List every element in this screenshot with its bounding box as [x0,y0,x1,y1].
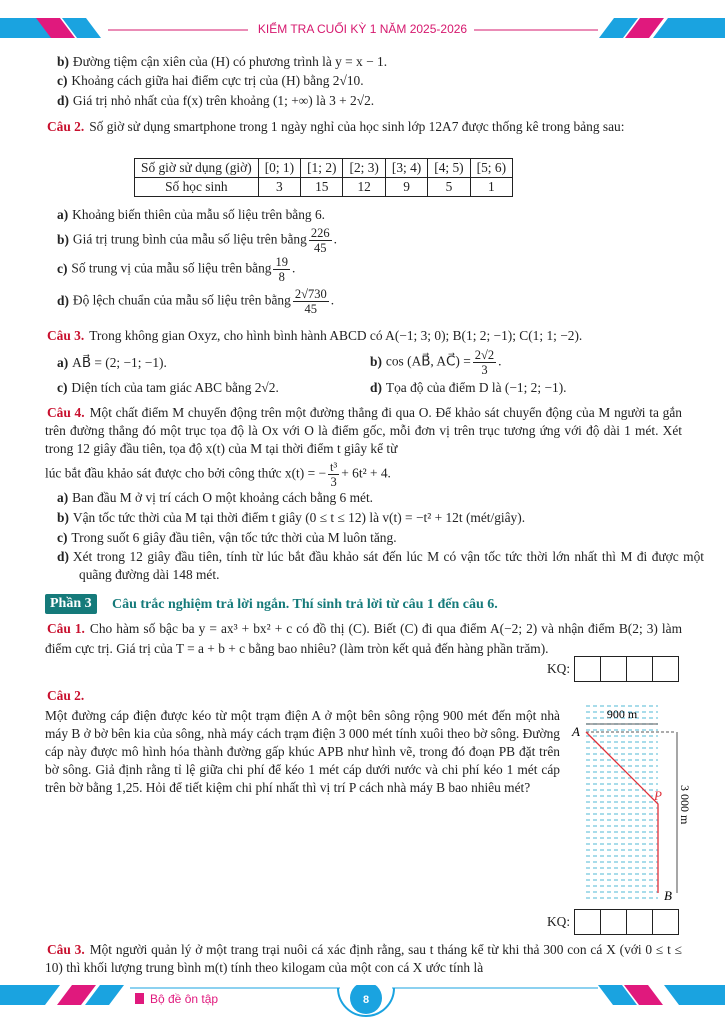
data-table [134,158,513,197]
width-label: 900 m [606,707,638,721]
numerator: 226 [310,226,330,240]
option-c [57,72,364,90]
table-row [135,159,513,178]
question-text: Một người quản lý ở một trang trại nuôi cá xác định rằng, sau t tháng kể từ khi thả 300 con cá X (với 0 ≤ t ≤ 10) thì khối lượng trung bình m(t) tính theo kilogam của một con cá X ước tính là [45,942,682,975]
table-cell: Số học sinh [135,178,259,197]
option-text: Giá trị trung bình của mẫu số liệu trên bằng [72,231,307,247]
punct: . [498,353,502,369]
footer-label: Bộ đề ôn tập [150,992,219,1006]
option-a [57,354,167,372]
option-c [57,379,279,397]
option-text: Độ lệch chuẩn của mẫu số liệu trên bằng [72,292,291,308]
answer-cell[interactable] [574,909,601,935]
option-d [57,287,334,316]
option-d [370,379,567,397]
answer-cell[interactable] [627,909,653,935]
numerator: 2√730 [294,287,327,301]
question-3 [47,327,582,345]
question-title: Câu 2. [47,119,85,134]
fraction [293,287,329,316]
question-title: Câu 3. [47,942,85,957]
table-cell: [5; 6) [470,159,512,178]
option-label: b) [370,353,382,369]
table-cell: [0; 1) [258,159,300,178]
option-d [57,92,374,110]
question-text: Số giờ sử dụng smartphone trong 1 ngày nghỉ của học sinh lớp 12A7 được thống kê trong bảng sau: [89,119,625,134]
option-label: c) [57,530,68,545]
table-cell: 1 [470,178,512,197]
option-text: Trong suốt 6 giây đầu tiên, vận tốc tức thời của M luôn tăng. [71,530,397,545]
option-text: AB⃗ = (2; −1; −1). [72,355,167,370]
fraction [273,255,290,284]
option-label: b) [57,54,69,69]
answer-box-1[interactable] [547,656,679,682]
header-title: KIỂM TRA CUỐI KỲ 1 NĂM 2025-2026 [257,22,468,36]
option-text: Diện tích của tam giác ABC bằng 2√2. [71,380,279,395]
option-text: Số trung vị của mẫu số liệu trên bằng [71,260,272,276]
answer-cell[interactable] [601,656,627,682]
option-label: c) [57,260,68,276]
answer-cell[interactable] [601,909,627,935]
option-b [57,53,387,71]
formula-line [45,460,391,489]
answer-cell[interactable] [653,656,679,682]
denominator: 45 [313,241,327,255]
option-label: c) [57,73,68,88]
denominator: 8 [278,270,285,284]
answer-cell[interactable] [574,656,601,682]
formula-text: lúc bắt đầu khảo sát được cho bởi công thức x(t) = − [45,465,327,481]
option-text: Đường tiệm cận xiên của (H) có phương trình là y = x − 1. [72,54,388,69]
option-b [57,226,337,255]
option-text: cos (AB⃗, AC⃗) = [385,353,471,369]
point-b-label: B [664,888,672,903]
option-text: Khoảng cách giữa hai điểm cực trị của (H) bằng 2√10. [71,73,364,88]
option-text: Ban đầu M ở vị trí cách O một khoảng cách bằng 6 mét. [72,490,374,505]
option-label: a) [57,207,69,222]
part3-question-2-text: Một đường cáp điện được kéo từ một trạm điện A ở một bên sông rộng 900 mét đến một nhà máy B ở bờ bên kia của sông, nhà máy cách trạm điện 3 000 mét tính xuôi theo bờ sông. Đường cáp này được mô hình hóa thành đường gấp khúc APB như hình vẽ, trong đó đoạn PB đặt trên bờ sông. Giả định rằng tỉ lệ giữa chi phí để kéo 1 mét cáp dưới nước và chi phí kéo 1 mét cáp trên bờ bằng 1,25. Hỏi để tiết kiệm chi phí nhất thì vị trí P cách nhà máy B bao nhiêu mét? [45,708,560,795]
footer-decoration [0,985,725,1024]
table-row [135,178,513,197]
question-text: Trong không gian Oxyz, cho hình bình hành ABCD có A(−1; 3; 0); B(1; 2; −1); C(1; 1; −2). [89,328,583,343]
punct: . [330,292,335,308]
answer-label: KQ: [547,661,571,676]
cable-path [586,732,658,893]
option-label: c) [57,380,68,395]
document-icon [135,993,144,1004]
length-label: 3 000 m [678,785,692,825]
option-b [57,509,525,527]
option-text: Xét trong 12 giây đầu tiên, tính từ lúc bắt đầu khảo sát đến lúc M có vận tốc tức thời lớn nhất thì M đi được một quãng đường dài 148 mét. [72,549,704,582]
option-a [57,206,325,224]
option-label: d) [57,292,69,308]
option-d [57,548,704,584]
option-label: d) [57,549,69,564]
formula-text: + 6t² + 4. [341,465,391,481]
question-title: Câu 2. [47,688,85,703]
fraction [309,226,332,255]
table-cell: 3 [258,178,300,197]
table-cell: [4; 5) [428,159,470,178]
table-cell: Số giờ sử dụng (giờ) [135,159,259,178]
option-a [57,489,373,507]
question-4 [45,404,682,458]
option-text: Giá trị nhỏ nhất của f(x) trên khoảng (1; +∞) là 3 + 2√2. [72,93,375,108]
fraction [473,348,496,377]
option-label: d) [57,93,69,108]
question-title: Câu 4. [47,405,85,420]
option-text: Tọa độ của điểm D là (−1; 2; −1). [385,380,567,395]
numerator: t³ [330,460,338,474]
denominator: 3 [481,363,488,377]
option-label: b) [57,510,69,525]
table-cell: 5 [428,178,470,197]
option-c [57,529,397,547]
fraction [328,460,339,489]
answer-box-2[interactable] [547,909,679,935]
denominator: 3 [330,475,337,489]
table-cell: [3; 4) [385,159,427,178]
answer-label: KQ: [547,914,571,929]
option-text: Khoảng biến thiên của mẫu số liệu trên bằng 6. [72,207,326,222]
answer-cell[interactable] [653,909,679,935]
question-title: Câu 3. [47,328,85,343]
page-number: 8 [362,994,370,1006]
point-p-label: P [654,788,662,803]
question-text: Cho hàm số bậc ba y = ax³ + bx² + c có đồ thị (C). Biết (C) đi qua điểm A(−2; 2) và nhận điểm B(2; 3) làm điểm cực trị. Giá trị của T = a + b + c bằng bao nhiêu? (làm tròn kết quả đến hàng phần trăm). [45,621,682,656]
table-cell: [1; 2) [301,159,343,178]
option-label: b) [57,231,69,247]
question-title: Câu 1. [47,621,85,636]
punct: . [333,231,337,247]
question-text: Một chất điểm M chuyển động trên một đường thẳng đi qua O. Để khảo sát chuyển động của M người ta gắn trên đường thẳng đó một trục tọa độ là Ox với O là điểm gốc, mỗi đơn vị trên trục tương ứng với độ dài 1 mét. Xét trong 12 giây đầu tiên, tọa độ x(t) của M tại thời điểm t giây kể từ [45,405,682,456]
table-cell: 15 [301,178,343,197]
option-text: Vận tốc tức thời của M tại thời điểm t giây (0 ≤ t ≤ 12) là v(t) = −t² + 12t (mét/giây). [72,510,526,525]
section-badge: Phần 3 [45,594,97,614]
option-b [370,348,502,377]
table-cell: 9 [385,178,427,197]
denominator: 45 [304,302,318,316]
table-cell: [2; 3) [343,159,385,178]
part3-question-1 [45,619,682,659]
point-a-label: A [572,724,580,739]
punct: . [291,260,296,276]
option-label: d) [370,380,382,395]
river-cable-figure [560,700,700,910]
table-cell: 12 [343,178,385,197]
numerator: 2√2 [474,348,495,362]
question-2 [45,118,682,136]
option-label: a) [57,490,69,505]
section-title: Câu trắc nghiệm trả lời ngắn. Thí sinh trả lời từ câu 1 đến câu 6. [112,597,498,612]
part3-question-3 [45,941,682,977]
option-c [57,255,295,284]
river-water [586,706,658,898]
option-label: a) [57,355,69,370]
numerator: 19 [275,255,288,269]
answer-cell[interactable] [627,656,653,682]
